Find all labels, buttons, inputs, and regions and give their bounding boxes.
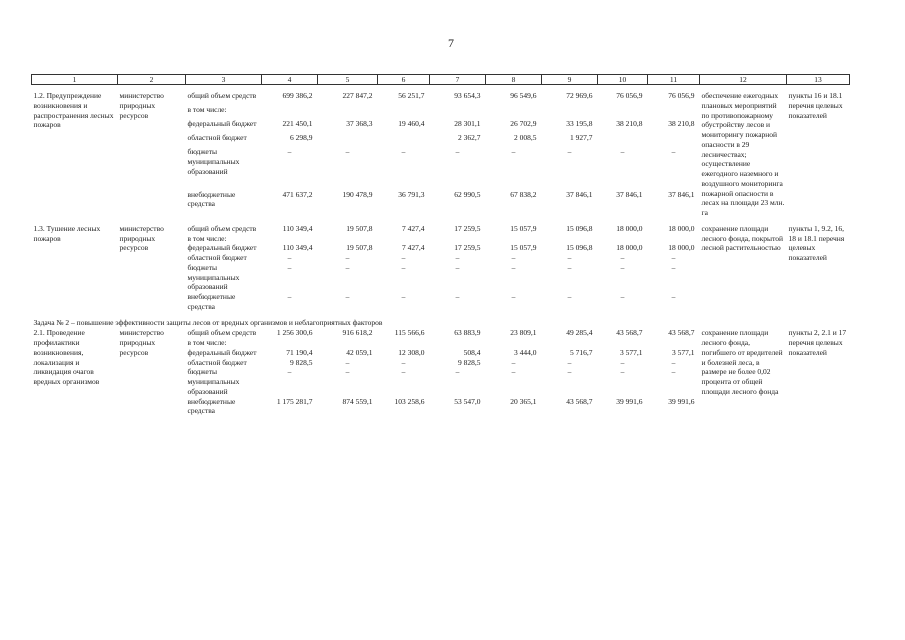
funding-amount: – <box>287 292 292 301</box>
funding-amount <box>262 105 318 119</box>
column-number: 1 <box>32 75 118 85</box>
funding-amount: – <box>287 367 292 377</box>
funding-amount <box>486 234 542 244</box>
funding-amount: 19 507,8 <box>346 243 373 253</box>
funding-amount: 33 195,8 <box>566 119 593 129</box>
funding-source-label: федеральный бюджет <box>187 347 257 357</box>
funding-amount: 67 838,2 <box>510 189 537 199</box>
funding-amount: 1 256 300,6 <box>276 328 313 338</box>
funding-amount <box>598 133 648 147</box>
funding-amount: 9 828,5 <box>290 357 313 367</box>
funding-amount: 5 716,7 <box>570 347 593 357</box>
funding-amount: – <box>345 147 350 157</box>
funding-row <box>32 91 850 105</box>
funding-amount: – <box>620 367 625 377</box>
funding-amount <box>598 105 648 119</box>
column-number: 4 <box>262 75 318 85</box>
funding-source-label: общий объем средств <box>187 91 257 100</box>
funding-amount: – <box>401 262 406 272</box>
funding-amount <box>318 133 378 147</box>
funding-amount <box>542 234 598 244</box>
funding-amount: 471 637,2 <box>282 189 313 199</box>
funding-source-label: областной бюджет <box>187 357 247 367</box>
funding-amount <box>378 133 430 147</box>
funding-amount <box>648 133 700 147</box>
expected-result: сохранение площади лесного фонда, погибшего от вредителей и болезней леса, в размере не более 0,02 процента от общей площади лесного фонда <box>701 328 783 396</box>
funding-amount: 42 059,1 <box>346 347 373 357</box>
column-number: 13 <box>787 75 850 85</box>
funding-amount: – <box>287 262 292 272</box>
funding-amount: 43 568,7 <box>616 328 643 338</box>
funding-amount: 93 654,3 <box>454 91 481 100</box>
funding-amount: 1 175 281,7 <box>276 396 313 406</box>
funding-amount <box>262 234 318 244</box>
funding-amount: – <box>511 367 516 377</box>
funding-amount: – <box>671 147 676 157</box>
funding-source-label: внебюджетные средства <box>187 292 236 311</box>
funding-amount: – <box>511 147 516 157</box>
funding-source-label: в том числе: <box>187 233 227 243</box>
funding-amount: – <box>567 367 572 377</box>
funding-amount: 190 478,9 <box>342 189 373 199</box>
funding-source-label: бюджеты муниципальных образований <box>187 147 240 176</box>
funding-amount: 15 057,9 <box>510 243 537 253</box>
page-number: 7 <box>448 36 454 50</box>
funding-amount <box>648 105 700 119</box>
measure-name: 2.1. Проведение профилактики возникновения, локализация и ликвидация очагов вредных организмов <box>33 328 100 386</box>
funding-amount: – <box>345 253 350 262</box>
funding-amount: 3 444,0 <box>514 347 537 357</box>
funding-source-label: внебюджетные средства <box>187 396 236 416</box>
funding-amount: 6 298,9 <box>290 133 313 143</box>
funding-amount: 916 618,2 <box>342 328 373 338</box>
funding-amount <box>378 105 430 119</box>
funding-source-label: общий объем средств <box>187 223 257 233</box>
funding-amount: 19 507,8 <box>346 223 373 233</box>
funding-amount <box>318 105 378 119</box>
funding-amount <box>542 338 598 348</box>
funding-amount: 18 000,0 <box>616 223 643 233</box>
funding-amount <box>648 338 700 348</box>
funding-amount: 17 259,5 <box>454 223 481 233</box>
funding-amount: 53 547,0 <box>454 396 481 406</box>
responsible-executor: министерство природных ресурсов <box>119 223 164 253</box>
column-number: 6 <box>378 75 430 85</box>
column-number: 5 <box>318 75 378 85</box>
funding-amount: 39 991,6 <box>668 396 695 406</box>
funding-amount: – <box>455 147 460 157</box>
funding-amount <box>430 105 486 119</box>
funding-amount: 7 427,4 <box>402 223 425 233</box>
funding-amount: 37 846,1 <box>616 189 643 199</box>
responsible-executor: министерство природных ресурсов <box>119 91 164 120</box>
funding-amount <box>542 105 598 119</box>
funding-amount: – <box>567 262 572 272</box>
target-indicators: пункты 16 и 18.1 перечня целевых показателей <box>788 91 843 120</box>
responsible-executor: министерство природных ресурсов <box>119 328 164 357</box>
funding-amount <box>648 234 700 244</box>
funding-amount <box>430 338 486 348</box>
funding-row <box>32 224 850 234</box>
funding-amount: 15 057,9 <box>510 223 537 233</box>
expected-result: обеспечение ежегодных плановых мероприятий по противопожарному обустройству лесов и мониторингу пожарной опасности в 29 лесничествах; осуществление ежегодного наземного и воздушного мониторинга пожарной опасности в лесах на площади 23 млн. га <box>701 91 785 217</box>
task-heading: Задача № 2 – повышение эффективности защиты лесов от вредных организмов и неблагоприятных факторов <box>33 317 383 327</box>
funding-source-label: областной бюджет <box>187 253 247 262</box>
funding-source-label: бюджеты муниципальных образований <box>187 367 240 396</box>
funding-amount <box>378 234 430 244</box>
measure-name: 1.2. Предупреждение возникновения и распространения лесных пожаров <box>33 91 114 130</box>
funding-amount: – <box>671 262 676 272</box>
funding-source-label: бюджеты муниципальных образований <box>187 262 240 292</box>
funding-amount: – <box>287 253 292 262</box>
program-measures-table <box>31 74 850 416</box>
funding-amount: 36 791,3 <box>398 189 425 199</box>
funding-amount <box>318 234 378 244</box>
task-heading-row <box>32 312 850 329</box>
funding-amount <box>598 234 648 244</box>
funding-amount: – <box>345 357 350 367</box>
funding-amount: – <box>287 147 292 157</box>
funding-amount: 115 566,6 <box>394 328 425 338</box>
funding-amount: 37 368,3 <box>346 119 373 129</box>
funding-amount: 9 828,5 <box>458 357 481 367</box>
funding-amount: 37 846,1 <box>668 189 695 199</box>
column-number: 2 <box>118 75 186 85</box>
funding-amount <box>378 338 430 348</box>
funding-amount: 26 702,9 <box>510 119 537 129</box>
funding-amount: 72 969,6 <box>566 91 593 100</box>
funding-amount: 17 259,5 <box>454 243 481 253</box>
target-indicators: пункты 1, 9.2, 16, 18 и 18.1 перечня целевых показателей <box>788 223 845 262</box>
funding-amount <box>486 338 542 348</box>
funding-amount: – <box>620 253 625 262</box>
funding-amount: – <box>671 253 676 262</box>
column-number-header-row <box>32 75 850 85</box>
measure-name: 1.3. Тушение лесных пожаров <box>33 223 101 243</box>
funding-amount: 7 427,4 <box>402 243 425 253</box>
funding-amount: – <box>671 357 676 367</box>
funding-source-label: в том числе: <box>187 105 227 115</box>
funding-amount: 18 000,0 <box>668 223 695 233</box>
funding-amount: – <box>455 367 460 377</box>
funding-amount: 71 190,4 <box>286 347 313 357</box>
funding-amount: 19 460,4 <box>398 119 425 129</box>
funding-amount: – <box>671 292 676 301</box>
funding-source-label: внебюджетные средства <box>187 189 236 209</box>
funding-amount: 227 847,2 <box>342 91 373 100</box>
funding-amount: 49 285,4 <box>566 328 593 338</box>
funding-amount: 20 365,1 <box>510 396 537 406</box>
funding-amount: 15 096,8 <box>566 223 593 233</box>
funding-source-label: федеральный бюджет <box>187 119 257 129</box>
funding-amount: – <box>401 253 406 262</box>
funding-amount: 699 386,2 <box>282 91 313 100</box>
funding-amount: – <box>567 253 572 262</box>
funding-amount: 110 349,4 <box>282 243 313 253</box>
funding-amount: – <box>567 357 572 367</box>
funding-amount: – <box>620 357 625 367</box>
funding-amount: 38 210,8 <box>668 119 695 129</box>
funding-amount: – <box>455 253 460 262</box>
target-indicators: пункты 2, 2.1 и 17 перечня целевых показателей <box>788 328 847 357</box>
funding-amount: 18 000,0 <box>668 243 695 253</box>
funding-amount: – <box>511 262 516 272</box>
funding-amount: – <box>401 147 406 157</box>
funding-amount: 508,4 <box>463 347 481 357</box>
funding-amount: 43 568,7 <box>668 328 695 338</box>
funding-amount: – <box>567 147 572 157</box>
funding-amount: 39 991,6 <box>616 396 643 406</box>
column-number: 10 <box>598 75 648 85</box>
funding-amount <box>486 105 542 119</box>
funding-amount: 2 008,5 <box>514 133 537 143</box>
funding-amount: 103 258,6 <box>394 396 425 406</box>
funding-amount: – <box>511 357 516 367</box>
funding-amount: – <box>401 367 406 377</box>
funding-source-label: областной бюджет <box>187 133 247 143</box>
funding-amount: 96 549,6 <box>510 91 537 100</box>
expected-result: сохранение площади лесного фонда, покрытой лесной растительностью <box>701 223 784 253</box>
funding-amount: – <box>567 292 572 301</box>
funding-amount <box>318 338 378 348</box>
funding-amount: 221 450,1 <box>282 119 313 129</box>
funding-amount: 28 301,1 <box>454 119 481 129</box>
funding-amount: 56 251,7 <box>398 91 425 100</box>
funding-amount: 15 096,8 <box>566 243 593 253</box>
funding-amount: 12 308,0 <box>398 347 425 357</box>
funding-source-label: федеральный бюджет <box>187 243 257 253</box>
funding-amount: 1 927,7 <box>570 133 593 143</box>
funding-amount: – <box>620 147 625 157</box>
funding-amount: – <box>345 292 350 301</box>
funding-amount: 37 846,1 <box>566 189 593 199</box>
funding-amount: 2 362,7 <box>458 133 481 143</box>
funding-amount: 62 990,5 <box>454 189 481 199</box>
funding-amount: – <box>455 292 460 301</box>
column-number: 7 <box>430 75 486 85</box>
funding-amount: 76 056,9 <box>616 91 643 100</box>
funding-amount: 874 559,1 <box>342 396 373 406</box>
funding-amount: – <box>620 262 625 272</box>
funding-amount <box>430 234 486 244</box>
funding-amount: – <box>455 262 460 272</box>
funding-amount: 3 577,1 <box>620 347 643 357</box>
funding-amount: 43 568,7 <box>566 396 593 406</box>
funding-amount: 110 349,4 <box>282 223 313 233</box>
funding-amount: – <box>671 367 676 377</box>
funding-amount <box>262 338 318 348</box>
funding-amount: – <box>345 367 350 377</box>
funding-amount: – <box>511 292 516 301</box>
column-number: 12 <box>700 75 787 85</box>
funding-amount: – <box>345 262 350 272</box>
column-number: 9 <box>542 75 598 85</box>
funding-amount: 18 000,0 <box>616 243 643 253</box>
column-number: 3 <box>186 75 262 85</box>
column-number: 8 <box>486 75 542 85</box>
funding-amount: – <box>620 292 625 301</box>
funding-amount: 3 577,1 <box>672 347 695 357</box>
funding-amount: 38 210,8 <box>616 119 643 129</box>
funding-amount <box>598 338 648 348</box>
column-number: 11 <box>648 75 700 85</box>
funding-amount: – <box>401 292 406 301</box>
funding-amount: 76 056,9 <box>668 91 695 100</box>
funding-amount: – <box>401 357 406 367</box>
funding-source-label: в том числе: <box>187 338 227 347</box>
funding-amount: 23 809,1 <box>510 328 537 338</box>
funding-amount: – <box>511 253 516 262</box>
funding-amount: 63 883,9 <box>454 328 481 338</box>
funding-row <box>32 328 850 338</box>
funding-source-label: общий объем средств <box>187 328 257 338</box>
